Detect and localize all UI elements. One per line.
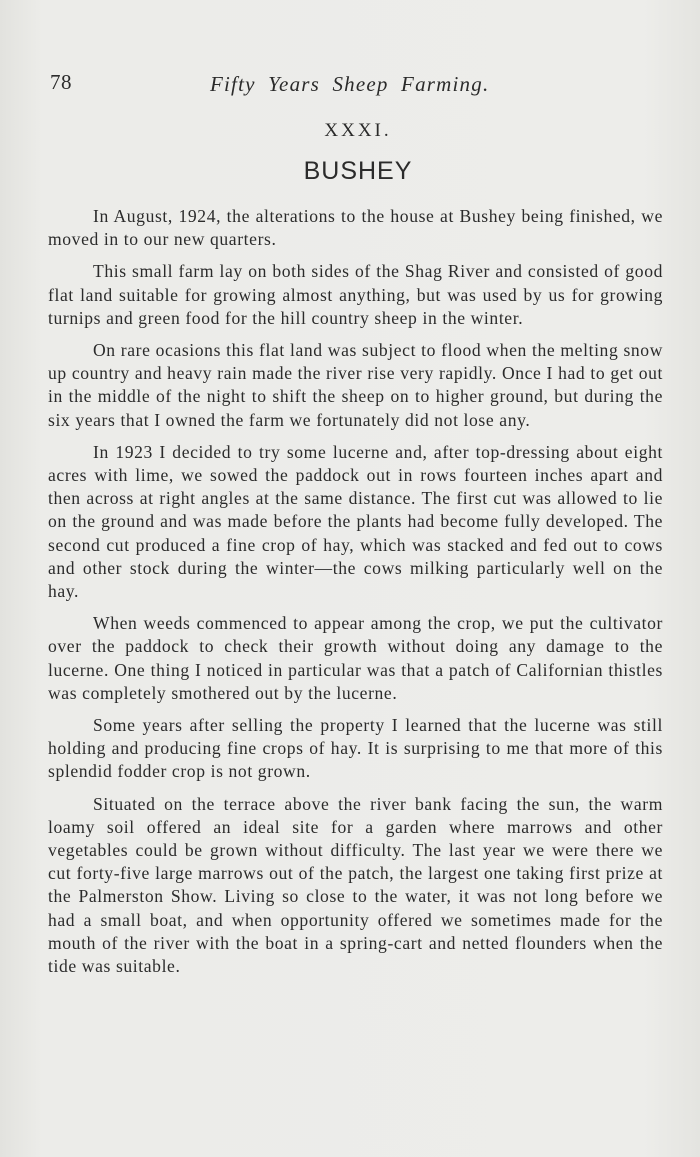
body-text (48, 205, 663, 987)
paragraph: When weeds commenced to appear among the crop, we put the cultivator over the paddock to check their growth without doing any damage to the lucerne. One thing I noticed in particular was that a patch of Californian thistles was completely smothered out by the lucerne. (48, 613, 663, 703)
chapter-title: BUSHEY (303, 157, 413, 185)
paragraph: Some years after selling the property I learned that the lucerne was still holding and producing fine crops of hay. It is surprising to me that more of this splendid fodder crop is not grown. (48, 715, 663, 782)
paragraph: In August, 1924, the alterations to the house at Bushey being finished, we moved in to our new quarters. (48, 206, 663, 250)
chapter-number: XXXI. (324, 120, 392, 141)
page-number: 78 (50, 70, 72, 94)
paragraph: On rare ocasions this flat land was subject to flood when the melting snow up country and heavy rain made the river rise very rapidly. Once I had to get out in the middle of the night to shift the sheep on to higher ground, but during the six years that I owned the farm we fortunately did not lose any. (48, 340, 663, 430)
paragraph: In 1923 I decided to try some lucerne and, after top-dressing about eight acres with lime, we sowed the paddock out in rows fourteen inches apart and then across at right angles at the same distance. The first cut was allowed to lie on the ground and was made before the plants had become fully developed. The second cut produced a fine crop of hay, which was stacked and fed out to cows and other stock during the winter—the cows milking particularly well on the hay. (48, 441, 663, 602)
running-title: Fifty Years Sheep Farming. (210, 72, 490, 96)
paragraph: Situated on the terrace above the river bank facing the sun, the warm loamy soil offered an ideal site for a garden where marrows and other vegetables could be grown without difficulty. The last year we were there we cut forty-five large marrows out of the patch, the largest one taking first prize at the Palmerston Show. Living so close to the water, it was not long before we had a small boat, and when opportunity offered we sometimes made for the mouth of the river with the boat in a spring-cart and netted flounders when the tide was suitable. (48, 793, 663, 977)
paragraph: This small farm lay on both sides of the Shag River and consisted of good flat land suitable for growing almost anything, but was used by us for growing turnips and green food for the hill country sheep in the winter. (48, 261, 663, 328)
